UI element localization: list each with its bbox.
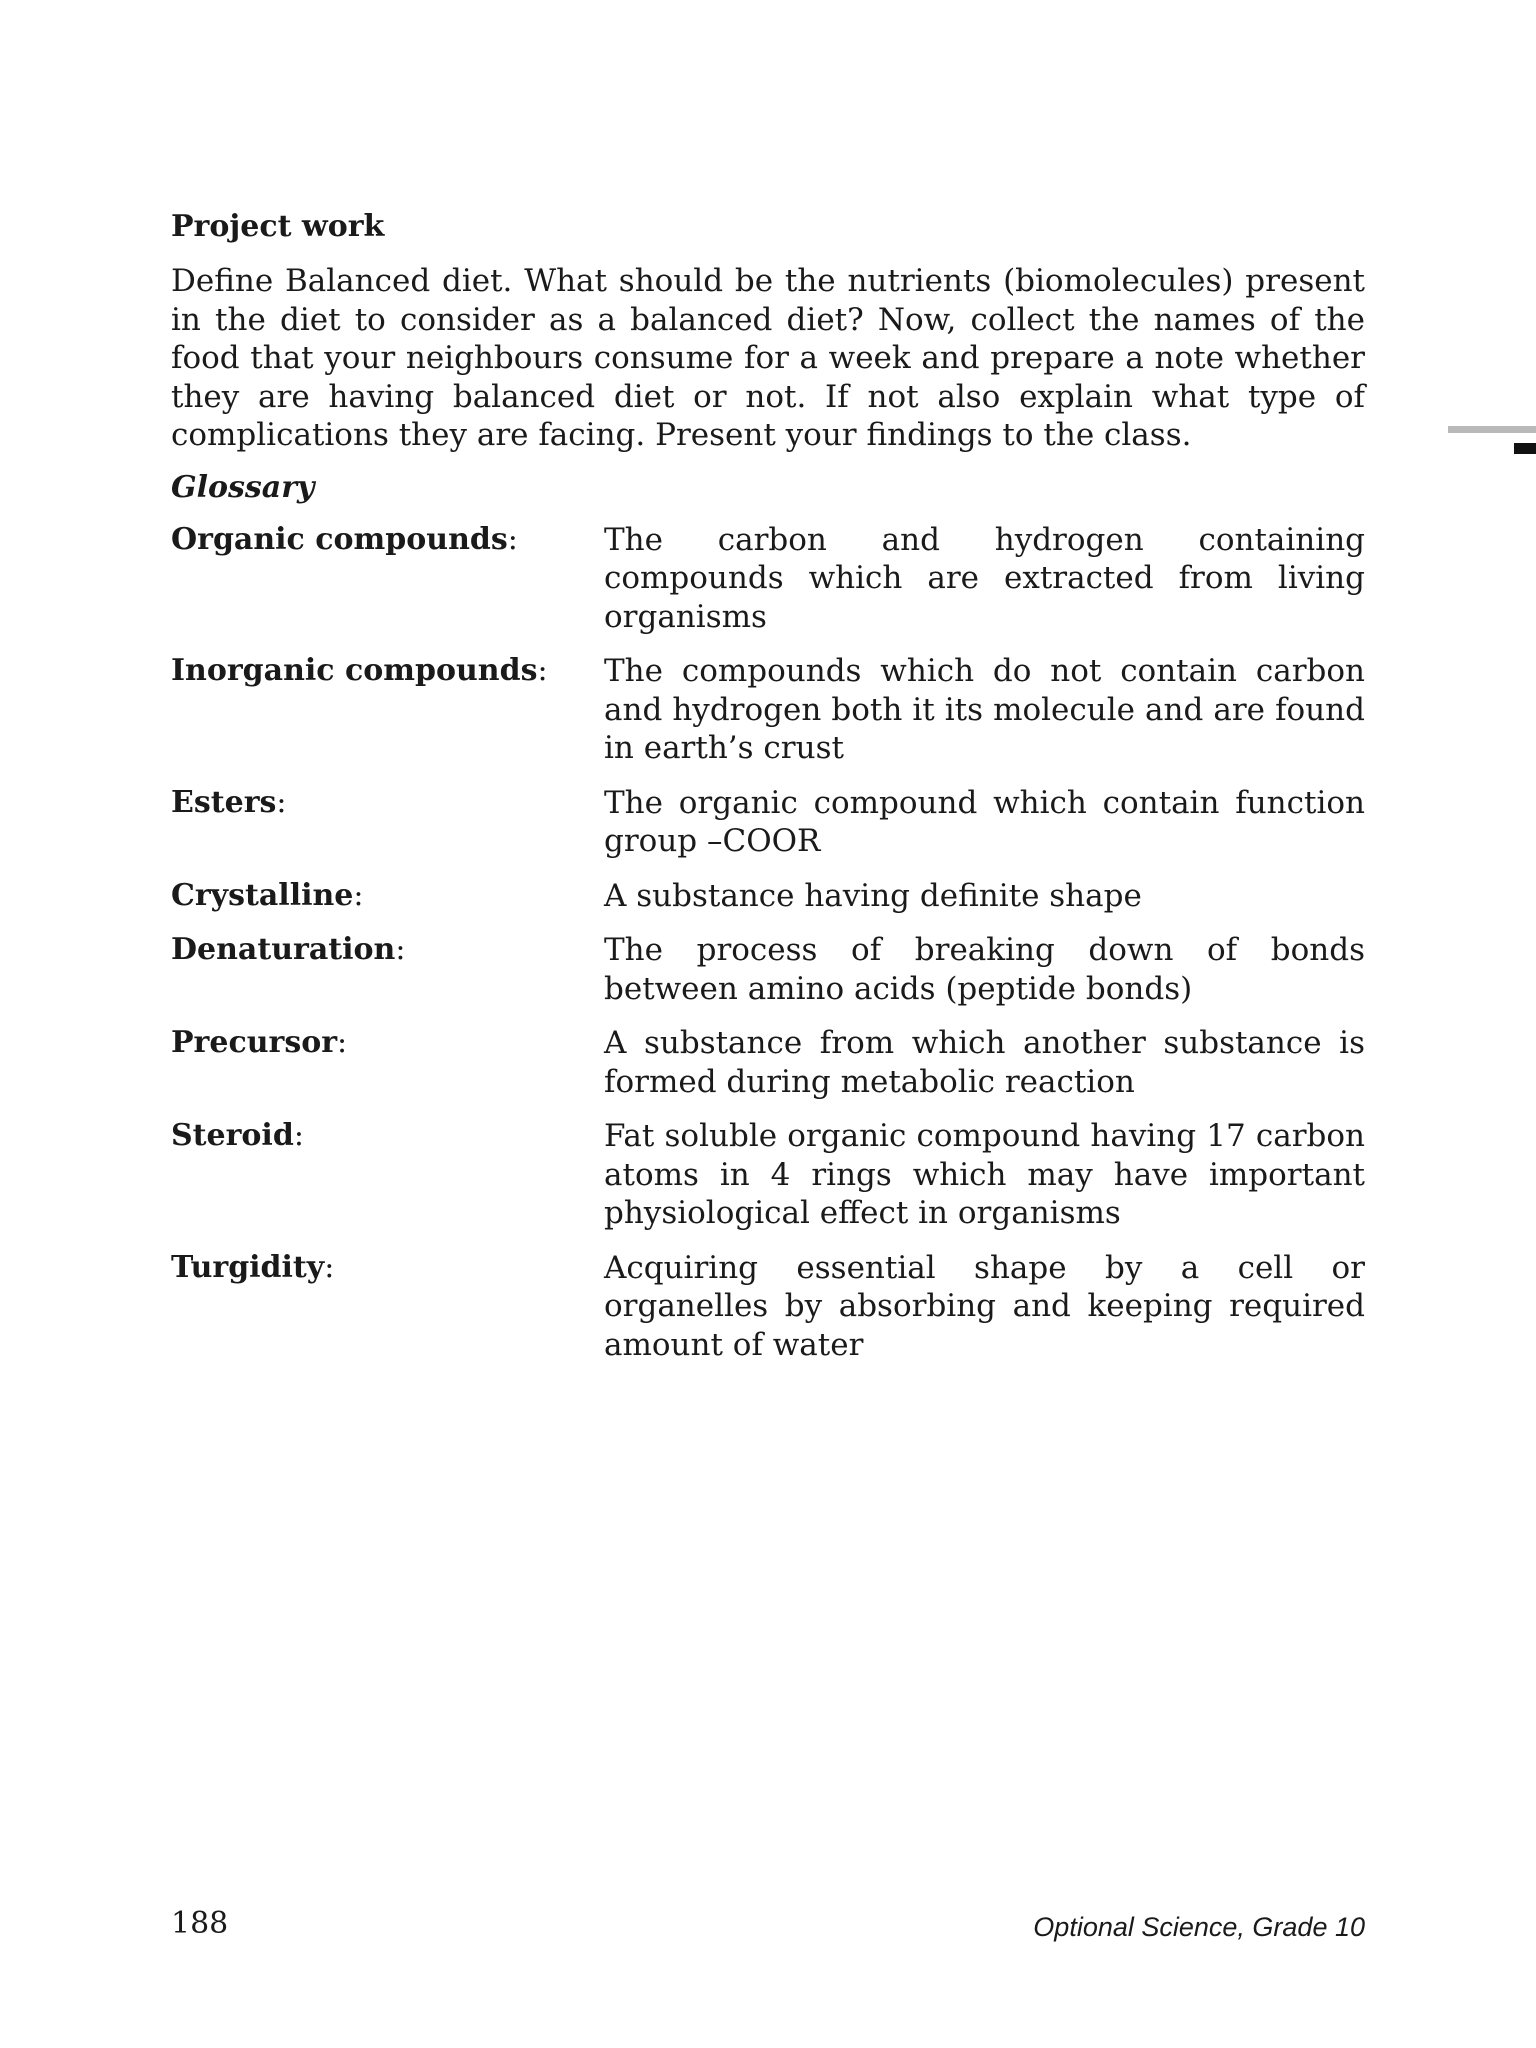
glossary-entry [171,1024,1365,1101]
edge-marker-grey-bar [1448,426,1536,433]
glossary-term-separator: : [293,1118,304,1153]
glossary-definition: The carbon and hydrogen containing compounds which are extracted from living organisms [604,521,1365,635]
glossary-term-separator: : [276,784,287,820]
glossary-term [171,784,604,861]
glossary-definition: The process of breaking down of bonds between amino acids (peptide bonds) [604,932,1365,1007]
glossary-definition: Acquiring essential shape by a cell or organelles by absorbing and keeping required amount of water [604,1249,1365,1363]
page-number: 188 [171,1906,229,1941]
glossary-term [171,521,604,637]
glossary-term-separator: : [337,1025,348,1060]
chapter-edge-marker [1448,426,1536,466]
glossary-entry [171,1117,1365,1233]
glossary-term-separator: : [395,932,406,967]
glossary-entry [171,784,1365,861]
glossary-term [171,1024,604,1101]
glossary-term [171,652,604,768]
glossary-term-word: Precursor [171,1025,338,1060]
glossary-heading: Glossary [171,469,315,505]
glossary-term-separator: : [507,521,518,557]
book-title-footer: Optional Science, Grade 10 [1033,1912,1365,1942]
glossary-term-separator: : [537,653,548,688]
glossary-list [171,521,1365,1365]
glossary-term [171,1249,604,1365]
glossary-term-word: Organic compounds [171,521,508,557]
glossary-entry [171,652,1365,768]
glossary-definition: A substance from which another substance is formed during metabolic reaction [604,1025,1365,1100]
glossary-term-word: Denaturation [171,932,396,967]
glossary-entry [171,1249,1365,1365]
glossary-definition: The compounds which do not contain carbon and hydrogen both it its molecule and are found in earth’s crust [604,653,1365,766]
glossary-term [171,877,604,916]
project-work-text: Define Balanced diet. What should be the nutrients (biomolecules) present in the diet to consider as a balanced diet? Now, collect the names of the food that your neighbours consume for a week and prepare a note whether they are having balanced diet or not. If not also explain what type of complications they are facing. Present your findings to the class. [171,263,1365,453]
glossary-entry [171,877,1365,916]
glossary-term-word: Turgidity [171,1249,325,1285]
glossary-term [171,1117,604,1233]
glossary-definition: Fat soluble organic compound having 17 carbon atoms in 4 rings which may have important physiological effect in organisms [604,1118,1365,1231]
glossary-entry [171,521,1365,637]
glossary-term-word: Inorganic compounds [171,653,538,688]
page-content [171,208,1365,1380]
glossary-entry [171,931,1365,1008]
project-work-heading: Project work [171,209,385,244]
glossary-term-separator: : [324,1249,335,1285]
glossary-definition: The organic compound which contain function group –COOR [604,784,1365,859]
glossary-definition: A substance having definite shape [604,877,1142,914]
glossary-term-separator: : [353,877,364,913]
edge-marker-black-tab [1514,443,1536,454]
glossary-term [171,931,604,1008]
glossary-term-word: Crystalline [171,877,354,913]
glossary-term-word: Steroid [171,1118,294,1153]
glossary-term-word: Esters [171,784,277,820]
